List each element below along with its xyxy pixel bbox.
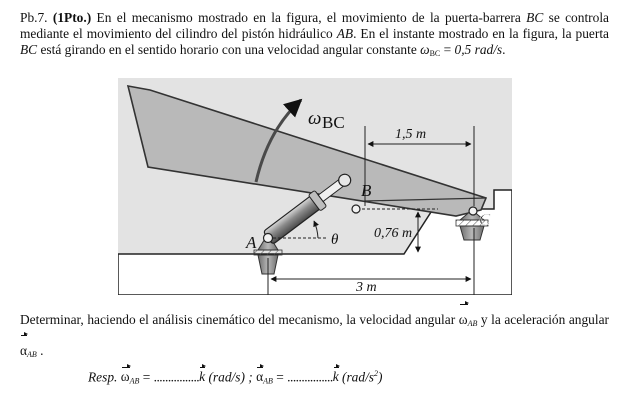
omega-symbol: ω — [420, 42, 430, 58]
resp-eq-2: = — [272, 369, 288, 385]
omega-subscript: BC — [429, 49, 441, 59]
problem-statement — [20, 10, 609, 63]
resp-alpha-vector — [256, 369, 263, 385]
resp-alpha-symbol: α — [256, 369, 264, 385]
dim-bottom-label: 3 m — [356, 280, 377, 295]
resp-omega-symbol: ω — [120, 369, 130, 385]
resp-unit-2: (rad/s — [338, 369, 374, 385]
pin-a — [264, 234, 273, 243]
angle-theta-label: θ — [331, 232, 339, 248]
omega-bc-label: ω — [308, 108, 322, 129]
determine-text-1: Determinar, haciendo el análisis cinemático del mecanismo, la velocidad angular — [20, 312, 459, 327]
pin-b — [352, 205, 360, 213]
resp-unit-2-sup: 2 — [374, 369, 378, 378]
problem-text-2: se controla mediante el movimiento del cilindro del pistón hidráulico — [20, 10, 609, 42]
resp-alpha-sub: AB — [263, 376, 273, 386]
problem-label: Pb.7. — [20, 10, 48, 25]
omega-ab-vector — [459, 306, 468, 333]
pin-c — [469, 207, 477, 215]
alpha-ab-sub: AB — [27, 350, 37, 359]
dim-height-label: 0,76 m — [374, 226, 413, 241]
alpha-ab-symbol: α — [20, 343, 28, 358]
answer-blank-alpha[interactable]: ................ — [287, 369, 333, 385]
determine-statement — [20, 306, 609, 368]
resp-omega-sub: AB — [129, 376, 140, 386]
k-unit-vector-1 — [199, 369, 205, 385]
omega-bc-sub: BC — [322, 113, 345, 132]
mechanism-figure — [118, 78, 512, 295]
point-c-label: C — [479, 210, 491, 229]
determine-text-3: . — [36, 343, 44, 358]
resp-label: Resp. — [88, 369, 121, 385]
problem-text-1: En el mecanismo mostrado en la figura, el movimiento de la puerta-barrera — [91, 10, 527, 25]
problem-text-3: . En el instante mostrado en la figura, la puerta — [353, 26, 609, 42]
resp-unit-2-end: ) — [378, 369, 383, 385]
equals: = — [440, 42, 455, 58]
problem-points: (1Pto.) — [52, 10, 92, 25]
answer-line — [88, 369, 382, 385]
omega-ab-sub: AB — [467, 319, 478, 328]
resp-omega-vector — [121, 369, 130, 385]
omega-value: 0,5 rad/s — [454, 42, 503, 58]
cylinder-label-ab: AB — [336, 26, 354, 42]
answer-blank-omega[interactable]: ................ — [153, 369, 200, 385]
alpha-ab-vector — [20, 337, 27, 364]
k-unit-vector-2 — [333, 369, 339, 385]
point-a-label: A — [246, 233, 257, 252]
resp-eq-1: = — [139, 369, 154, 385]
determine-text-2: y la aceleración angular — [477, 312, 610, 327]
problem-end: . — [502, 42, 506, 58]
k-symbol-1: k — [199, 369, 206, 385]
gate-label-bc: BC — [526, 10, 544, 25]
gate-label-bc-2: BC — [20, 42, 38, 58]
resp-unit-1: (rad/s) ; — [205, 369, 257, 385]
k-symbol-2: k — [332, 369, 339, 385]
point-b-label: B — [361, 181, 372, 200]
omega-ab-symbol: ω — [458, 312, 468, 327]
problem-text-4: está girando en el sentido horario con una velocidad angular constante — [37, 42, 421, 58]
dim-top-label: 1,5 m — [395, 127, 427, 142]
